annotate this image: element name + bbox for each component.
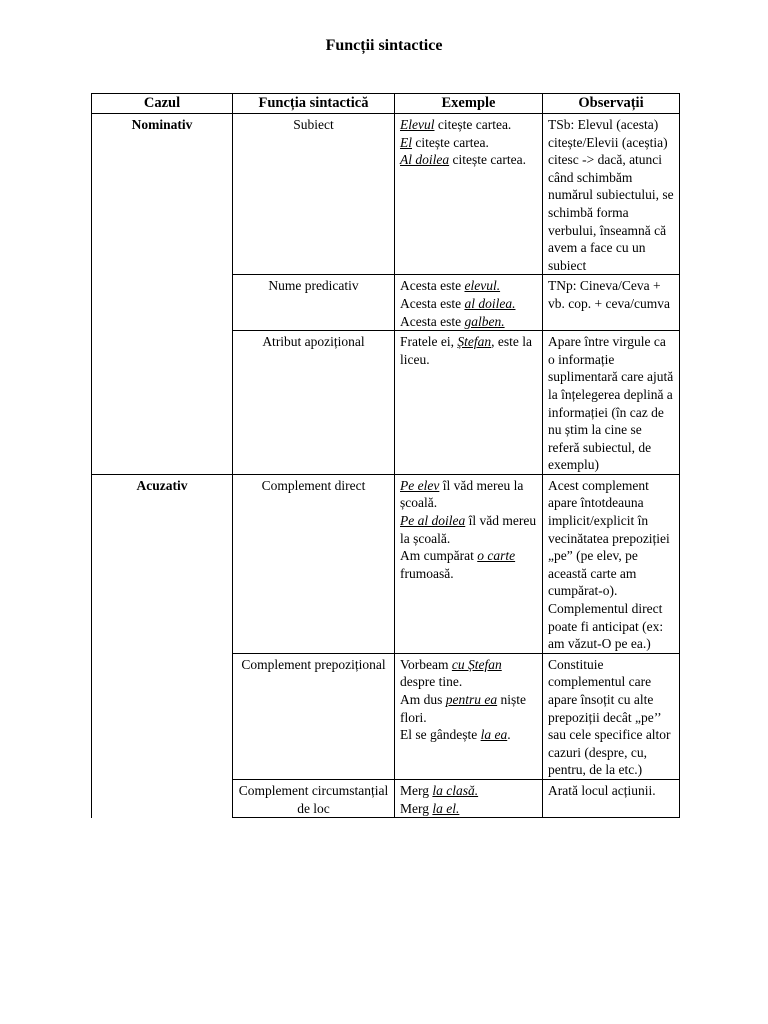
header-case: Cazul <box>92 94 233 114</box>
example-line: Pe al doilea îl văd mereu la școală. <box>400 513 537 546</box>
case-cell: Acuzativ <box>92 474 233 653</box>
example-line: Pe elev îl văd mereu la școală. <box>400 477 524 511</box>
observation-cell: TNp: Cineva/Ceva + vb. cop. + ceva/cumva <box>543 275 680 331</box>
example-line: Merg la clasă. <box>400 782 479 798</box>
header-observations: Observații <box>543 94 680 114</box>
observation-cell: Arată locul acțiunii. <box>543 779 680 817</box>
example-line: Acesta este elevul. <box>400 278 501 294</box>
function-cell: Atribut apozițional <box>233 331 395 475</box>
example-line: Acesta este galben. <box>400 313 505 329</box>
table-header-row <box>92 94 680 114</box>
examples-cell <box>395 275 543 331</box>
example-line: Am cumpărat o carte frumoasă. <box>400 548 516 581</box>
observation-cell: Constituie complementul care apare însoțit cu alte prepoziții decât „pe’’ sau cele specifice altor cazuri (despre, cu, pentru, de la etc.) <box>543 653 680 779</box>
function-cell: Complement circumstanțial de loc <box>233 779 395 817</box>
case-cell <box>92 275 233 331</box>
case-cell <box>92 779 233 817</box>
function-cell: Complement direct <box>233 474 395 653</box>
case-cell <box>92 331 233 475</box>
example-line: Acesta este al doilea. <box>400 295 516 311</box>
example-line: Merg la el. <box>400 800 460 816</box>
function-cell: Nume predicativ <box>233 275 395 331</box>
page-title: Funcții sintactice <box>325 37 443 54</box>
syntax-table <box>91 93 680 818</box>
example-line: Vorbeam cu Ștefan despre tine. <box>400 656 502 690</box>
table-row <box>92 779 680 817</box>
example-line: Fratele ei, Ștefan, este la liceu. <box>400 334 532 367</box>
case-cell: Nominativ <box>92 114 233 275</box>
observation-cell: Apare între virgule ca o informație suplimentară care ajută la înțelegerea deplină a informației (în caz de nu știm la cine se referă subiectul, de exemplu) <box>543 331 680 475</box>
examples-cell <box>395 331 543 475</box>
example-line: El citește cartea. <box>400 134 489 150</box>
observation-cell: TSb: Elevul (acesta) citește/Elevii (aceștia) citesc -> dacă, atunci când schimbăm numărul subiectului, se schimbă forma verbului, înseamnă că avem a face cu un subiect <box>543 114 680 275</box>
examples-cell <box>395 653 543 779</box>
examples-cell <box>395 474 543 653</box>
table-row <box>92 474 680 653</box>
table-row <box>92 653 680 779</box>
table-row <box>92 114 680 275</box>
examples-cell <box>395 114 543 275</box>
function-cell: Complement prepozițional <box>233 653 395 779</box>
observation-cell: Acest complement apare întotdeauna implicit/explicit în vecinătatea prepoziției „pe” (pe elev, pe această carte am cumpărat-o). Complementul direct poate fi anticipat (ex: am văzut-O pe ea.) <box>543 474 680 653</box>
example-line: Al doilea citește cartea. <box>400 152 526 168</box>
example-line: Am dus pentru ea niște flori. <box>400 692 527 725</box>
function-cell: Subiect <box>233 114 395 275</box>
table-row <box>92 275 680 331</box>
examples-cell <box>395 779 543 817</box>
example-line: El se gândește la ea. <box>400 727 511 743</box>
example-line: Elevul citește cartea. <box>400 117 512 132</box>
header-examples: Exemple <box>395 94 543 114</box>
header-function: Funcția sintactică <box>233 94 395 114</box>
table-row <box>92 331 680 475</box>
case-cell <box>92 653 233 779</box>
